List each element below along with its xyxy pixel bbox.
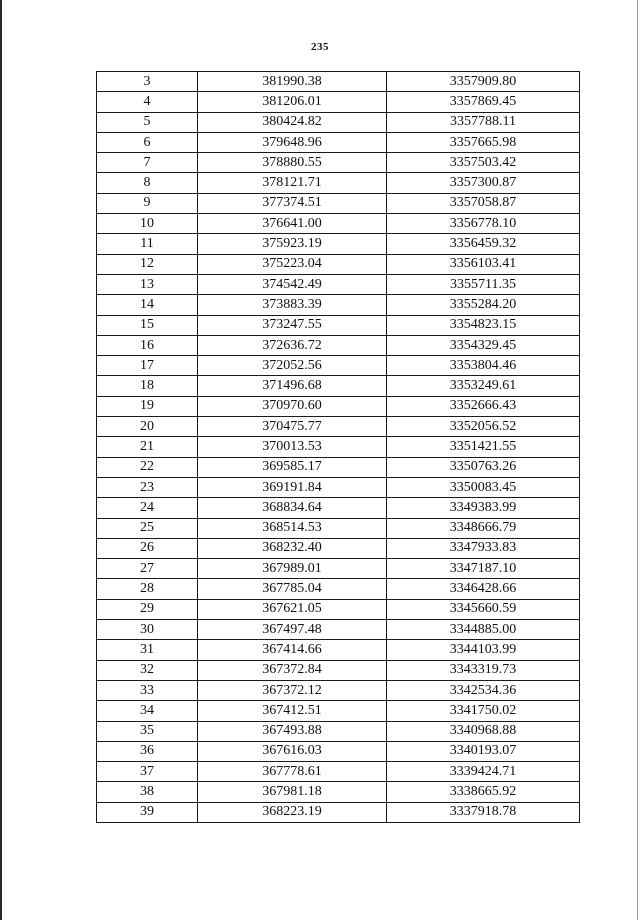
point-number-cell: 27 bbox=[97, 559, 198, 579]
table-row bbox=[97, 437, 580, 457]
x-coordinate-cell: 367372.12 bbox=[198, 680, 387, 700]
x-coordinate-cell: 371496.68 bbox=[198, 376, 387, 396]
scan-edge-left bbox=[0, 0, 2, 920]
y-coordinate-cell: 3352056.52 bbox=[387, 417, 580, 437]
point-number-cell: 4 bbox=[97, 92, 198, 112]
x-coordinate-cell: 377374.51 bbox=[198, 193, 387, 213]
x-coordinate-cell: 370970.60 bbox=[198, 396, 387, 416]
x-coordinate-cell: 379648.96 bbox=[198, 132, 387, 152]
point-number-cell: 33 bbox=[97, 680, 198, 700]
point-number-cell: 25 bbox=[97, 518, 198, 538]
point-number-cell: 34 bbox=[97, 701, 198, 721]
table-row bbox=[97, 295, 580, 315]
table-row bbox=[97, 376, 580, 396]
y-coordinate-cell: 3357665.98 bbox=[387, 132, 580, 152]
x-coordinate-cell: 375223.04 bbox=[198, 254, 387, 274]
x-coordinate-cell: 380424.82 bbox=[198, 112, 387, 132]
y-coordinate-cell: 3354329.45 bbox=[387, 335, 580, 355]
x-coordinate-cell: 368232.40 bbox=[198, 538, 387, 558]
x-coordinate-cell: 367785.04 bbox=[198, 579, 387, 599]
x-coordinate-cell: 373883.39 bbox=[198, 295, 387, 315]
x-coordinate-cell: 369585.17 bbox=[198, 457, 387, 477]
table-row bbox=[97, 356, 580, 376]
x-coordinate-cell: 381990.38 bbox=[198, 72, 387, 92]
table-row bbox=[97, 92, 580, 112]
y-coordinate-cell: 3357503.42 bbox=[387, 153, 580, 173]
x-coordinate-cell: 368514.53 bbox=[198, 518, 387, 538]
y-coordinate-cell: 3346428.66 bbox=[387, 579, 580, 599]
table-row bbox=[97, 701, 580, 721]
y-coordinate-cell: 3344103.99 bbox=[387, 640, 580, 660]
point-number-cell: 38 bbox=[97, 782, 198, 802]
table-row bbox=[97, 498, 580, 518]
y-coordinate-cell: 3341750.02 bbox=[387, 701, 580, 721]
y-coordinate-cell: 3350763.26 bbox=[387, 457, 580, 477]
point-number-cell: 31 bbox=[97, 640, 198, 660]
point-number-cell: 7 bbox=[97, 153, 198, 173]
table-row bbox=[97, 457, 580, 477]
point-number-cell: 32 bbox=[97, 660, 198, 680]
y-coordinate-cell: 3356103.41 bbox=[387, 254, 580, 274]
point-number-cell: 29 bbox=[97, 599, 198, 619]
y-coordinate-cell: 3357058.87 bbox=[387, 193, 580, 213]
table-row bbox=[97, 762, 580, 782]
y-coordinate-cell: 3357909.80 bbox=[387, 72, 580, 92]
point-number-cell: 26 bbox=[97, 538, 198, 558]
point-number-cell: 17 bbox=[97, 356, 198, 376]
table-row bbox=[97, 680, 580, 700]
point-number-cell: 10 bbox=[97, 214, 198, 234]
point-number-cell: 28 bbox=[97, 579, 198, 599]
point-number-cell: 5 bbox=[97, 112, 198, 132]
point-number-cell: 3 bbox=[97, 72, 198, 92]
x-coordinate-cell: 370013.53 bbox=[198, 437, 387, 457]
point-number-cell: 16 bbox=[97, 335, 198, 355]
table-row bbox=[97, 660, 580, 680]
y-coordinate-cell: 3355284.20 bbox=[387, 295, 580, 315]
y-coordinate-cell: 3352666.43 bbox=[387, 396, 580, 416]
x-coordinate-cell: 367412.51 bbox=[198, 701, 387, 721]
x-coordinate-cell: 367981.18 bbox=[198, 782, 387, 802]
table-row bbox=[97, 153, 580, 173]
table-row bbox=[97, 315, 580, 335]
table-row bbox=[97, 234, 580, 254]
point-number-cell: 23 bbox=[97, 477, 198, 497]
y-coordinate-cell: 3356778.10 bbox=[387, 214, 580, 234]
x-coordinate-cell: 378121.71 bbox=[198, 173, 387, 193]
y-coordinate-cell: 3357300.87 bbox=[387, 173, 580, 193]
coordinate-table bbox=[96, 71, 580, 823]
table-row bbox=[97, 132, 580, 152]
point-number-cell: 19 bbox=[97, 396, 198, 416]
x-coordinate-cell: 372636.72 bbox=[198, 335, 387, 355]
y-coordinate-cell: 3342534.36 bbox=[387, 680, 580, 700]
table-row bbox=[97, 620, 580, 640]
y-coordinate-cell: 3339424.71 bbox=[387, 762, 580, 782]
point-number-cell: 22 bbox=[97, 457, 198, 477]
point-number-cell: 20 bbox=[97, 417, 198, 437]
y-coordinate-cell: 3340968.88 bbox=[387, 721, 580, 741]
y-coordinate-cell: 3351421.55 bbox=[387, 437, 580, 457]
point-number-cell: 9 bbox=[97, 193, 198, 213]
x-coordinate-cell: 368223.19 bbox=[198, 802, 387, 822]
point-number-cell: 6 bbox=[97, 132, 198, 152]
x-coordinate-cell: 367493.88 bbox=[198, 721, 387, 741]
scan-edge-right bbox=[637, 0, 638, 920]
point-number-cell: 35 bbox=[97, 721, 198, 741]
x-coordinate-cell: 367989.01 bbox=[198, 559, 387, 579]
table-row bbox=[97, 417, 580, 437]
y-coordinate-cell: 3354823.15 bbox=[387, 315, 580, 335]
point-number-cell: 15 bbox=[97, 315, 198, 335]
y-coordinate-cell: 3348666.79 bbox=[387, 518, 580, 538]
point-number-cell: 24 bbox=[97, 498, 198, 518]
x-coordinate-cell: 367616.03 bbox=[198, 741, 387, 761]
point-number-cell: 21 bbox=[97, 437, 198, 457]
y-coordinate-cell: 3355711.35 bbox=[387, 274, 580, 294]
table-row bbox=[97, 274, 580, 294]
x-coordinate-cell: 367372.84 bbox=[198, 660, 387, 680]
x-coordinate-cell: 375923.19 bbox=[198, 234, 387, 254]
table-row bbox=[97, 477, 580, 497]
table-row bbox=[97, 396, 580, 416]
table-row bbox=[97, 721, 580, 741]
table-row bbox=[97, 72, 580, 92]
table-row bbox=[97, 214, 580, 234]
y-coordinate-cell: 3347187.10 bbox=[387, 559, 580, 579]
x-coordinate-cell: 369191.84 bbox=[198, 477, 387, 497]
x-coordinate-cell: 374542.49 bbox=[198, 274, 387, 294]
x-coordinate-cell: 372052.56 bbox=[198, 356, 387, 376]
x-coordinate-cell: 373247.55 bbox=[198, 315, 387, 335]
table-row bbox=[97, 802, 580, 822]
x-coordinate-cell: 367621.05 bbox=[198, 599, 387, 619]
x-coordinate-cell: 367414.66 bbox=[198, 640, 387, 660]
x-coordinate-cell: 381206.01 bbox=[198, 92, 387, 112]
point-number-cell: 8 bbox=[97, 173, 198, 193]
x-coordinate-cell: 367778.61 bbox=[198, 762, 387, 782]
y-coordinate-cell: 3357788.11 bbox=[387, 112, 580, 132]
page-number: 235 bbox=[311, 41, 329, 53]
point-number-cell: 11 bbox=[97, 234, 198, 254]
y-coordinate-cell: 3356459.32 bbox=[387, 234, 580, 254]
table-row bbox=[97, 112, 580, 132]
point-number-cell: 37 bbox=[97, 762, 198, 782]
y-coordinate-cell: 3349383.99 bbox=[387, 498, 580, 518]
table-row bbox=[97, 782, 580, 802]
point-number-cell: 14 bbox=[97, 295, 198, 315]
y-coordinate-cell: 3353804.46 bbox=[387, 356, 580, 376]
point-number-cell: 13 bbox=[97, 274, 198, 294]
y-coordinate-cell: 3350083.45 bbox=[387, 477, 580, 497]
point-number-cell: 30 bbox=[97, 620, 198, 640]
point-number-cell: 36 bbox=[97, 741, 198, 761]
coordinate-table-body bbox=[97, 72, 580, 823]
x-coordinate-cell: 368834.64 bbox=[198, 498, 387, 518]
table-row bbox=[97, 559, 580, 579]
point-number-cell: 39 bbox=[97, 802, 198, 822]
point-number-cell: 12 bbox=[97, 254, 198, 274]
y-coordinate-cell: 3344885.00 bbox=[387, 620, 580, 640]
y-coordinate-cell: 3343319.73 bbox=[387, 660, 580, 680]
table-row bbox=[97, 254, 580, 274]
y-coordinate-cell: 3340193.07 bbox=[387, 741, 580, 761]
y-coordinate-cell: 3345660.59 bbox=[387, 599, 580, 619]
y-coordinate-cell: 3337918.78 bbox=[387, 802, 580, 822]
y-coordinate-cell: 3338665.92 bbox=[387, 782, 580, 802]
table-row bbox=[97, 335, 580, 355]
x-coordinate-cell: 378880.55 bbox=[198, 153, 387, 173]
table-row bbox=[97, 193, 580, 213]
y-coordinate-cell: 3347933.83 bbox=[387, 538, 580, 558]
table-row bbox=[97, 599, 580, 619]
table-row bbox=[97, 640, 580, 660]
y-coordinate-cell: 3353249.61 bbox=[387, 376, 580, 396]
x-coordinate-cell: 370475.77 bbox=[198, 417, 387, 437]
table-row bbox=[97, 538, 580, 558]
table-row bbox=[97, 741, 580, 761]
table-row bbox=[97, 579, 580, 599]
x-coordinate-cell: 367497.48 bbox=[198, 620, 387, 640]
table-row bbox=[97, 173, 580, 193]
point-number-cell: 18 bbox=[97, 376, 198, 396]
x-coordinate-cell: 376641.00 bbox=[198, 214, 387, 234]
table-row bbox=[97, 518, 580, 538]
y-coordinate-cell: 3357869.45 bbox=[387, 92, 580, 112]
